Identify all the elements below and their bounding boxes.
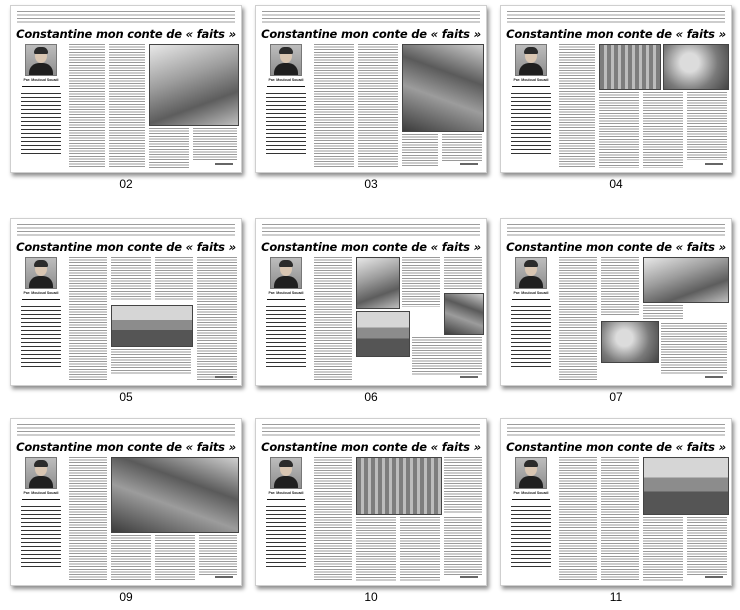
author-photo	[270, 257, 302, 289]
article-title: Constantine mon conte de « faits »	[506, 27, 726, 41]
article-photo	[356, 457, 442, 515]
page-thumbnail[interactable]	[10, 5, 242, 173]
author-sidebar	[262, 457, 310, 581]
author-byline: Par: Mouloud Souadi	[23, 491, 59, 495]
text-column	[559, 457, 597, 581]
author-byline: Par: Mouloud Souadi	[513, 78, 549, 82]
author-sidebar	[507, 457, 555, 581]
text-column	[559, 44, 595, 168]
text-column	[444, 457, 482, 513]
article-photo	[643, 257, 729, 303]
author-byline: Par: Mouloud Souadi	[23, 291, 59, 295]
author-photo	[25, 44, 57, 76]
intro-text	[17, 224, 235, 238]
text-column	[442, 134, 482, 162]
text-column	[111, 257, 151, 301]
pull-quote	[266, 506, 306, 568]
text-column	[358, 44, 398, 168]
text-column	[155, 535, 195, 581]
signature-line	[705, 163, 723, 165]
signature-line	[460, 576, 478, 578]
text-column	[412, 337, 482, 375]
text-column	[314, 257, 352, 381]
text-column	[193, 128, 237, 162]
pull-quote	[21, 93, 61, 155]
author-byline: Par: Mouloud Souadi	[513, 491, 549, 495]
article-title: Constantine mon conte de « faits »	[16, 240, 236, 254]
signature-line	[215, 163, 233, 165]
signature-line	[705, 376, 723, 378]
article-photo	[356, 311, 410, 357]
signature-line	[705, 576, 723, 578]
intro-text	[507, 224, 725, 238]
author-sidebar	[507, 257, 555, 381]
text-column	[402, 134, 438, 166]
text-column	[314, 44, 354, 168]
article-photo	[601, 321, 659, 363]
page-thumbnail[interactable]	[10, 418, 242, 586]
page-number[interactable]: 06	[364, 390, 378, 404]
author-sidebar	[17, 44, 65, 168]
article-photo	[599, 44, 661, 90]
article-title: Constantine mon conte de « faits »	[16, 440, 236, 454]
author-photo	[515, 44, 547, 76]
author-byline: Par: Mouloud Souadi	[513, 291, 549, 295]
page-number[interactable]: 04	[609, 177, 623, 191]
author-sidebar	[507, 44, 555, 168]
intro-text	[17, 11, 235, 25]
text-column	[444, 517, 482, 575]
signature-line	[215, 576, 233, 578]
article-photo	[111, 305, 193, 347]
signature-line	[215, 376, 233, 378]
author-sidebar	[262, 257, 310, 381]
pull-quote	[266, 306, 306, 368]
text-column	[559, 257, 597, 381]
article-title: Constantine mon conte de « faits »	[16, 27, 236, 41]
author-photo	[25, 457, 57, 489]
text-column	[400, 517, 440, 581]
text-column	[661, 323, 727, 375]
page-number[interactable]: 07	[609, 390, 623, 404]
text-column	[402, 257, 440, 307]
text-column	[199, 535, 237, 575]
page-number[interactable]: 09	[119, 590, 133, 604]
text-column	[601, 257, 639, 317]
author-byline: Par: Mouloud Souadi	[268, 291, 304, 295]
article-title: Constantine mon conte de « faits »	[261, 440, 481, 454]
intro-text	[507, 424, 725, 438]
author-photo	[25, 257, 57, 289]
text-column	[111, 349, 191, 375]
text-column	[149, 128, 189, 168]
text-column	[109, 44, 145, 168]
author-sidebar	[17, 457, 65, 581]
article-photo	[111, 457, 239, 533]
text-column	[356, 517, 396, 581]
article-title: Constantine mon conte de « faits »	[506, 440, 726, 454]
article-photo	[643, 457, 729, 515]
page-thumbnail[interactable]	[255, 218, 487, 386]
intro-text	[262, 424, 480, 438]
text-column	[599, 92, 639, 168]
text-column	[111, 535, 151, 581]
page-number[interactable]: 03	[364, 177, 378, 191]
article-title: Constantine mon conte de « faits »	[261, 240, 481, 254]
pull-quote	[266, 93, 306, 155]
text-column	[601, 457, 639, 581]
text-column	[687, 92, 727, 160]
text-column	[643, 305, 683, 319]
author-sidebar	[17, 257, 65, 381]
author-photo	[270, 457, 302, 489]
author-photo	[515, 257, 547, 289]
author-photo	[515, 457, 547, 489]
article-photo	[149, 44, 239, 126]
intro-text	[507, 11, 725, 25]
text-column	[69, 257, 107, 381]
text-column	[155, 257, 193, 301]
text-column	[687, 517, 727, 575]
article-title: Constantine mon conte de « faits »	[506, 240, 726, 254]
author-byline: Par: Mouloud Souadi	[268, 78, 304, 82]
page-thumbnail[interactable]	[255, 418, 487, 586]
page-thumbnail[interactable]	[500, 418, 732, 586]
signature-line	[460, 163, 478, 165]
text-column	[444, 257, 482, 289]
text-column	[69, 457, 107, 581]
pull-quote	[511, 93, 551, 155]
author-byline: Par: Mouloud Souadi	[23, 78, 59, 82]
author-sidebar	[262, 44, 310, 168]
intro-text	[262, 11, 480, 25]
text-column	[314, 457, 352, 581]
article-photo	[444, 293, 484, 335]
intro-text	[17, 424, 235, 438]
article-photo	[402, 44, 484, 132]
page-thumbnail[interactable]	[255, 5, 487, 173]
text-column	[69, 44, 105, 168]
author-photo	[270, 44, 302, 76]
article-title: Constantine mon conte de « faits »	[261, 27, 481, 41]
text-column	[643, 92, 683, 168]
page-number[interactable]: 02	[119, 177, 133, 191]
page-number[interactable]: 10	[364, 590, 378, 604]
page-thumbnail[interactable]	[500, 218, 732, 386]
pull-quote	[511, 506, 551, 568]
pull-quote	[511, 306, 551, 368]
pull-quote	[21, 306, 61, 368]
author-byline: Par: Mouloud Souadi	[268, 491, 304, 495]
article-photo	[663, 44, 729, 90]
page-number[interactable]: 05	[119, 390, 133, 404]
page-thumbnail[interactable]	[500, 5, 732, 173]
page-thumbnail[interactable]	[10, 218, 242, 386]
signature-line	[460, 376, 478, 378]
text-column	[643, 517, 683, 581]
page-number[interactable]: 11	[609, 590, 623, 604]
text-column	[197, 257, 237, 381]
intro-text	[262, 224, 480, 238]
pull-quote	[21, 506, 61, 568]
article-photo	[356, 257, 400, 309]
